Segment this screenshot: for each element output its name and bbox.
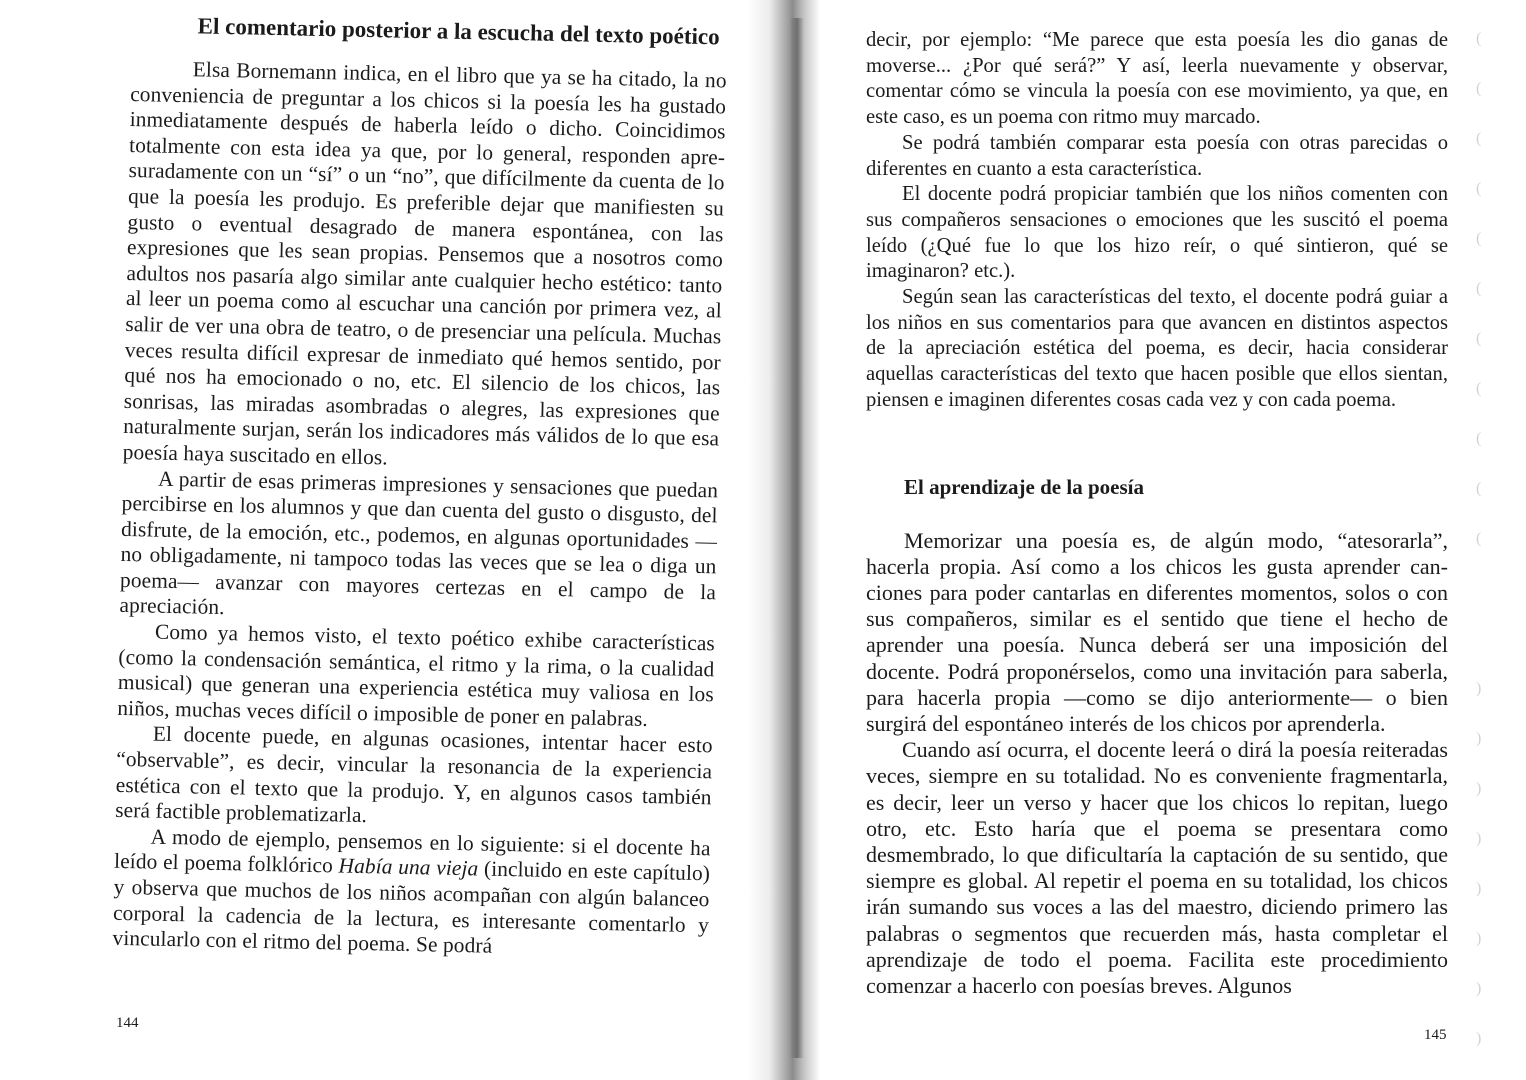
right-paragraph-4: Según sean las características del texto, el docente podrá guiar a los niños en sus comentarios para que avancen en distintos aspectos de la apreciación estética del poema, es decir, hacia considerar aquellas características del texto que hacen posible que ellos sientan, piensen e imaginen diferentes cosas cada vez y con cada poema. (866, 286, 1448, 411)
page-number-left: 144 (116, 1015, 139, 1031)
left-paragraph-5-end: (incluido en este capítulo) y observa que muchos de los niños acompañan con algún balanceo corporal la cadencia de la lectura, es interesante comentarlo y vincularlo con el ritmo del poema. Se podrá (112, 856, 711, 958)
left-text-block (112, 10, 728, 964)
left-paragraph-2: A partir de esas primeras impresiones y sensaciones que puedan percibirse en los alumnos y que dan cuenta del gusto o disgusto, del disfrute, de la emoción, etc., podemos, en algunas oportunidades —no obligadamente, ni tampoco todas las veces que se lea o diga un poema— avanzar con mayores certezas en el campo de la apreciación. (119, 466, 719, 620)
right-paragraph-3: El docente podrá propiciar también que los niños comenten con sus compañeros sensaciones o emociones que les suscitó el poema leído (¿Qué fue lo que los hizo reír, o qué sintieron, qué se imaginaron? etc.). (866, 183, 1448, 283)
left-paragraph-5-start: A modo de ejemplo, pensemos en lo siguiente: si el docente ha leído el poema folklórico (113, 824, 711, 878)
right-text-block (866, 28, 1448, 999)
poem-title: Había una vieja (338, 853, 479, 881)
right-paragraph-1: decir, por ejemplo: “Me parece que esta poesía les dio ganas de moverse... ¿Por qué será?” Y así, leerla nuevamente y observar, comentar cómo se vincula la poesía con ese movimiento, ya que, en este caso, es un poema con ritmo muy marcado. (866, 29, 1448, 129)
book-gutter-shadow (748, 0, 820, 1080)
page-number-right: 145 (1424, 1027, 1447, 1043)
book-gutter-fold (790, 18, 804, 1058)
right-section-title: El aprendizaje de la poesía (904, 474, 1144, 499)
left-paragraph-1: Elsa Bornemann indica, en el libro que ya se ha citado, la no conveniencia de preguntar a los chicos si la poesía les ha gustado inmediatamente después de haberla leído o dicho. Coincidimos totalmente con esta idea ya que, por lo general, responden apresuradamente con un “sí” o un “no”, que difícilmente da cuenta de lo que la poesía les produjo. Es preferible dejar que manifiesten su gusto o eventual desagrado de manera espontánea, con las expresiones que les sean propias. Pensemos que a nosotros como adultos nos pasaría algo similar ante cualquier hecho estético: tanto al leer un poema como al escuchar una canción por primera vez, al salir de ver una obra de teatro, o de presenciar una película. Muchas veces resulta difícil expresar de inmediato qué hemos sentido, por qué nos ha emocionado o no, etc. El silencio de los chicos, las sonrisas, las miradas asombradas o alegres, las expresiones que naturalmente surjan, serán los indicadores más válidos de lo que esa poesía haya suscitado en ellos. (122, 57, 727, 470)
left-section-title: El comentario posterior a la escucha del texto poético (197, 13, 720, 50)
left-paragraph-5 (112, 824, 711, 964)
right-paragraph-2: Se podrá también comparar esta poesía con otras parecidas o diferentes en cuanto a esta característica. (866, 131, 1448, 180)
right-paragraph-6: Cuando así ocurra, el docente leerá o dirá la poesía reiteradas veces, siempre en su totalidad. No es conveniente fragmentarla, es decir, leer un verso y hacer que los chicos lo repitan, luego otro, etc. Esto haría que el poema se presentara como desmembrado, lo que dificultaría la captación de su sentido, que siempre es global. Al repetir el poema en su totalidad, los chicos irán sumando sus voces a las del maestro, diciendo primero las palabras o segmentos que recuerden más, hasta completar el aprendizaje de todo el poema. Facilita este procedimiento comenzar a hacerlo con poesías breves. Algunos (866, 737, 1448, 998)
left-paragraph-3: Como ya hemos visto, el texto poético exhibe características (como la condensación semántica, el ritmo y la rima, o la cualidad musical) que generan una experiencia estética muy valiosa en los niños, muchas veces difícil o imposible de poner en palabras. (117, 619, 716, 731)
binding-edge-marks: ( ( ( ( ( ( ( ( ( ( ( ) ) ) ) ) ) ) ) (1476, 30, 1482, 1047)
right-paragraph-5: Memorizar una poesía es, de algún modo, “atesorarla”, hacerla propia. Así como a los chicos les gusta aprender canciones para poder cantarlas en diferentes momentos, solos o con sus compañeros, similar es el sentido que tiene el hecho de aprender una poesía. Nunca deberá ser una imposición del docente. Podrá proponérselos, como una invitación para saberla, para hacerla propia —como se dijo anteriormente— o bien surgirá del espontáneo interés de los chicos por aprenderla. (866, 527, 1448, 736)
left-paragraph-4: El docente puede, en algunas ocasiones, intentar hacer esto “observable”, es decir, vincular la resonancia de la experiencia estética con el texto que la produjo. Y, en algunos casos también será factible problematizarla. (114, 722, 713, 828)
